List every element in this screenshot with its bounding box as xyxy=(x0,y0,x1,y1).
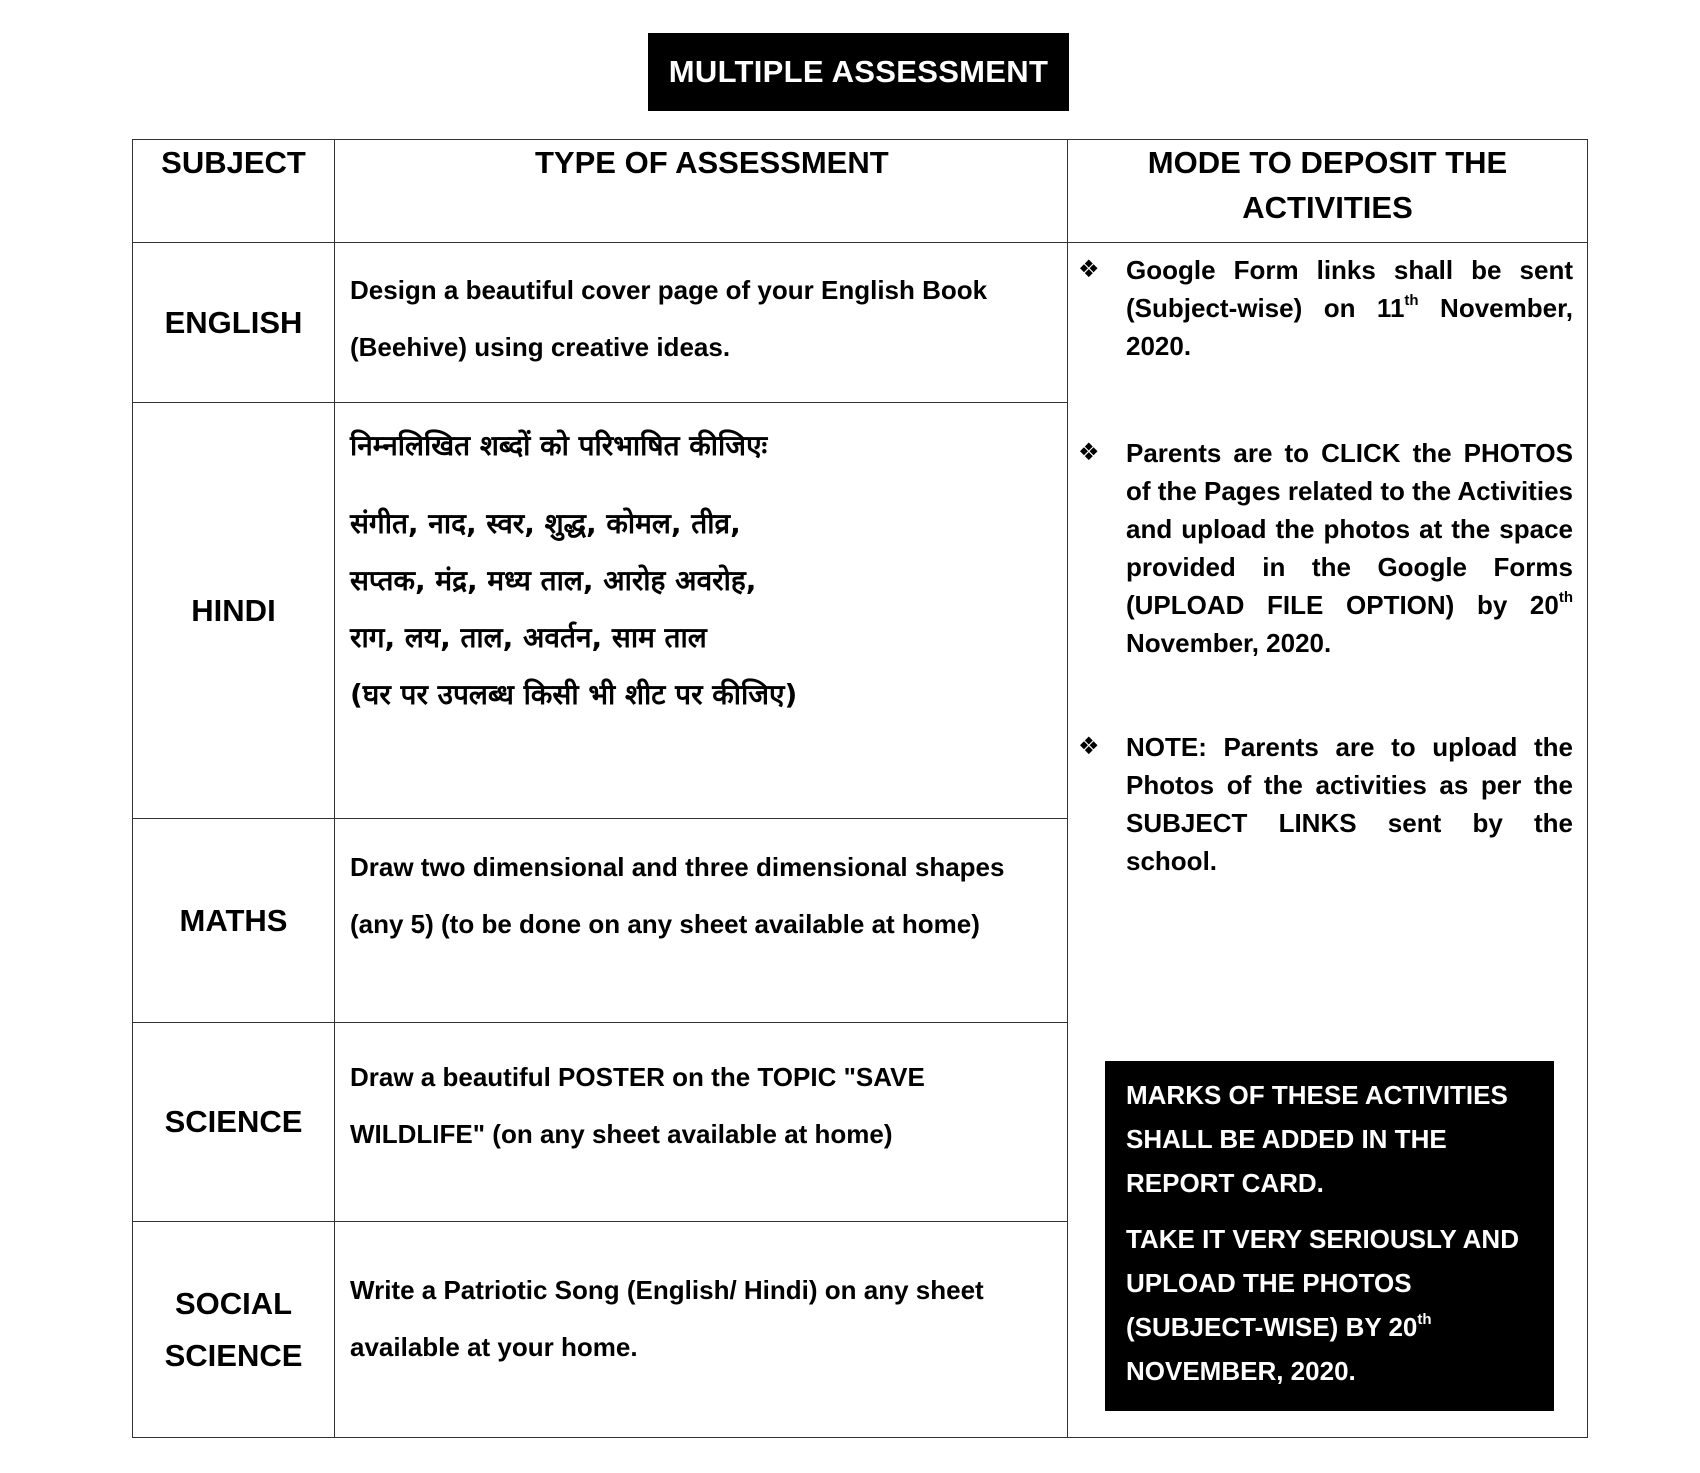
bullet-text: Google Form links shall be sent (Subject-wise) on 11th November, 2020. xyxy=(1126,255,1573,361)
notice-text: MARKS OF THESE ACTIVITIES SHALL BE ADDED IN THE REPORT CARD. xyxy=(1126,1080,1508,1198)
hindi-line: (घर पर उपलब्ध किसी भी शीट पर कीजिए) xyxy=(350,678,798,711)
hindi-line: निम्नलिखित शब्दों को परिभाषित कीजिएः xyxy=(350,429,768,462)
subject-cell: MATHS xyxy=(133,819,335,1023)
page-title: MULTIPLE ASSESSMENT xyxy=(648,33,1069,111)
header-subject: SUBJECT xyxy=(133,140,335,243)
hindi-line: संगीत, नाद, स्वर, शुद्ध, कोमल, तीव्र, xyxy=(350,507,741,540)
header-type: TYPE OF ASSESSMENT xyxy=(335,140,1068,243)
mode-cell xyxy=(1068,243,1588,1438)
subject-cell: SOCIAL SCIENCE xyxy=(133,1222,335,1438)
notice-text: TAKE IT VERY SERIOUSLY AND UPLOAD THE PHOTOS (SUBJECT-WISE) BY 20th NOVEMBER, 2020. xyxy=(1126,1224,1519,1386)
bullet-text: Parents are to CLICK the PHOTOS of the Pages related to the Activities and upload the photos at the space provided in the Google Forms (UPLOAD FILE OPTION) by 20th November, 2020. xyxy=(1126,438,1573,658)
bullet-text: NOTE: Parents are to upload the Photos of the activities as per the SUBJECT LINKS sent by the school. xyxy=(1126,732,1573,876)
mode-bullet-list xyxy=(1078,251,1573,880)
subject-cell: SCIENCE xyxy=(133,1023,335,1222)
hindi-line: राग, लय, ताल, अवर्तन, साम ताल xyxy=(350,621,707,654)
activity-cell: Draw two dimensional and three dimensional shapes (any 5) (to be done on any sheet available at home) xyxy=(335,819,1068,1023)
table-header-row xyxy=(133,140,1588,243)
list-item xyxy=(1078,728,1573,880)
bullet-diamond-icon: ❖ xyxy=(1078,439,1100,466)
activity-cell: Draw a beautiful POSTER on the TOPIC "SAVE WILDLIFE" (on any sheet available at home) xyxy=(335,1023,1068,1222)
header-mode: MODE TO DEPOSIT THE ACTIVITIES xyxy=(1068,140,1588,243)
bullet-diamond-icon: ❖ xyxy=(1078,733,1100,760)
subject-cell: ENGLISH xyxy=(133,243,335,403)
bullet-diamond-icon: ❖ xyxy=(1078,256,1100,283)
assessment-table xyxy=(132,139,1588,1438)
list-item xyxy=(1078,434,1573,662)
activity-cell: Write a Patriotic Song (English/ Hindi) on any sheet available at your home. xyxy=(335,1222,1068,1438)
list-item xyxy=(1078,251,1573,365)
table-row xyxy=(133,243,1588,403)
hindi-line: सप्तक, मंद्र, मध्य ताल, आरोह अवरोह, xyxy=(350,564,757,597)
activity-cell: Design a beautiful cover page of your English Book (Beehive) using creative ideas. xyxy=(335,243,1068,403)
notice-box xyxy=(1105,1061,1554,1411)
subject-cell: HINDI xyxy=(133,403,335,819)
activity-cell xyxy=(335,403,1068,819)
